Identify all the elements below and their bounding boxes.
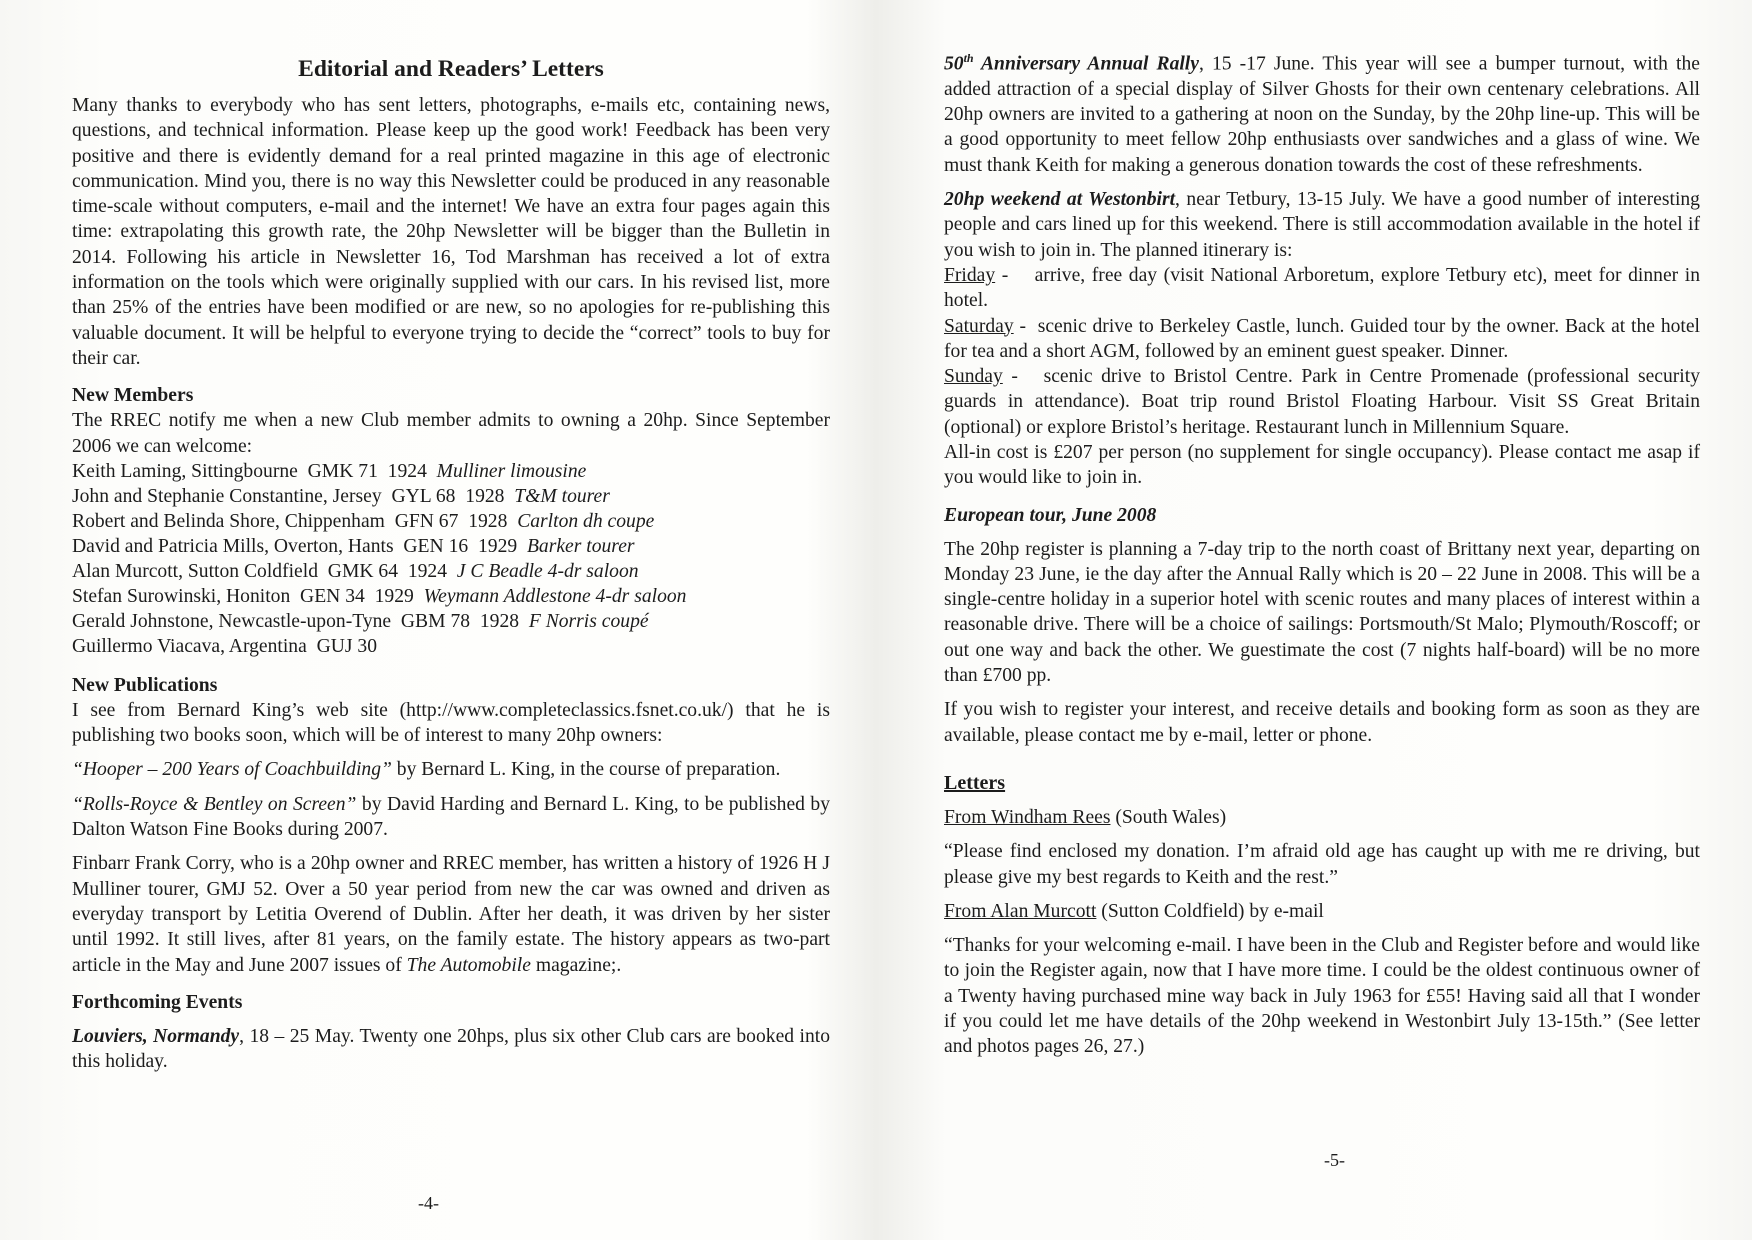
- list-item: Keith Laming, Sittingbourne GMK 71 1924 Mulliner limousine: [72, 460, 587, 482]
- itinerary: [944, 263, 1700, 440]
- list-item: David and Patricia Mills, Overton, Hants GEN 16 1929 Barker tourer: [72, 535, 635, 557]
- editorial-intro: Many thanks to everybody who has sent letters, photographs, e-mails etc, containing news, questions, and technical information. Please keep up the good work! Feedback has been very positive and there is evidently demand for a real printed magazine in this age of electronic communication. Mind you, there is no way this Newsletter could be produced in any reasonable time-scale without computers, e-mail and the internet! We have an extra four pages again this time: extrapolating this growth rate, the 20hp Newsletter will be bigger than the Bulletin in 2014. Following his article in Newsletter 16, Tod Marshman has received a lot of extra information on the tools which were originally supplied with our cars. In his revised list, more than 25% of the entries have been modified or are new, so no apologies for re-publishing this valuable document. It will be helpful to everyone trying to decide the “correct” tools to buy for their car.: [72, 95, 830, 369]
- publication-1: “Hooper – 200 Years of Coachbuilding” by Bernard L. King, in the course of preparation.: [72, 759, 781, 781]
- letters-heading: Letters: [944, 771, 1006, 794]
- new-members-intro: The RREC notify me when a new Club member admits to owning a 20hp. Since September 2006 we can welcome:: [72, 410, 830, 457]
- european-tour-heading: European tour, June 2008: [944, 504, 1157, 526]
- members-list: [72, 459, 830, 659]
- letter-2-text: “Thanks for your welcoming e-mail. I have been in the Club and Register before and would like to join the Register again, now that I have more time. I could be the oldest continuous owner of a Twenty having purchased mine way back in July 1963 for £55! Having said all that I wonder if you could let me have details of the 20hp weekend in Westonbirt July 13-15th.” (See letter and photos pages 26, 27.): [944, 935, 1700, 1058]
- letter-1-text: “Please find enclosed my donation. I’m afraid old age has caught up with me re driving, but please give my best regards to Keith and the rest.”: [944, 841, 1700, 888]
- list-item: Alan Murcott, Sutton Coldfield GMK 64 1924 J C Beadle 4-dr saloon: [72, 560, 639, 582]
- list-item: Guillermo Viacava, Argentina GUJ 30: [72, 635, 378, 657]
- louviers-event: Louviers, Normandy, 18 – 25 May. Twenty one 20hps, plus six other Club cars are booked into this holiday.: [72, 1025, 830, 1073]
- letter-2-from: From Alan Murcott (Sutton Coldfield) by e-mail: [944, 900, 1324, 922]
- right-page: [876, 0, 1752, 1240]
- annual-rally: 50th Anniversary Annual Rally, 15 -17 June. This year will see a bumper turnout, with the added attraction of a special display of Silver Ghosts for their own centenary celebrations. All 20hp owners are invited to a gathering at noon on the Sunday, by the 20hp line-up. This will be a good opportunity to meet fellow 20hp enthusiasts over sandwiches and a glass of wine. We must thank Keith for making a generous donation towards the cost of these refreshments.: [944, 51, 1700, 176]
- new-publications-intro: I see from Bernard King’s web site (http://www.completeclassics.fsnet.co.uk/) that he is publishing two books soon, which will be of interest to many 20hp owners:: [72, 699, 830, 747]
- page-number-right: -5-: [1324, 1150, 1345, 1170]
- page-number-left: -4-: [418, 1193, 439, 1213]
- itinerary-saturday: Saturday - scenic drive to Berkeley Castle, lunch. Guided tour by the owner. Back at the hotel for tea and a short AGM, followed by an eminent guest speaker. Dinner.: [944, 315, 1700, 362]
- european-tour-text: The 20hp register is planning a 7-day trip to the north coast of Brittany next year, departing on Monday 23 June, ie the day after the Annual Rally which is 20 – 22 June in 2008. This will be a single-centre holiday in a superior hotel with scenic routes and many places of interest within a reasonable drive. There will be a choice of sailings: Portsmouth/St Malo; Plymouth/Roscoff; or out one way and back the other. We guestimate the cost (7 nights half-board) will be no more than £700 pp.: [944, 538, 1700, 687]
- list-item: John and Stephanie Constantine, Jersey GYL 68 1928 T&M tourer: [72, 485, 610, 507]
- itinerary-sunday: Sunday - scenic drive to Bristol Centre. Park in Centre Promenade (professional security guards in attendance). Boat trip round Bristol Floating Harbour. Visit SS Great Britain (optional) or explore Bristol’s heritage. Restaurant lunch in Millennium Square.: [944, 366, 1700, 438]
- list-item: Gerald Johnstone, Newcastle-upon-Tyne GBM 78 1928 F Norris coupé: [72, 610, 649, 632]
- publication-2: “Rolls-Royce & Bentley on Screen” by David Harding and Bernard L. King, to be published by Dalton Watson Fine Books during 2007.: [72, 793, 830, 841]
- weekend-cost: All-in cost is £207 per person (no supplement for single occupancy). Please contact me asap if you would like to join in.: [944, 441, 1700, 489]
- corry-history: Finbarr Frank Corry, who is a 20hp owner and RREC member, has written a history of 1926 H J Mulliner tourer, GMJ 52. Over a 50 year period from new the car was owned and driven as everyday transport by Letitia Overend of Dublin. After her death, it was driven by her sister until 1992. It still lives, after 81 years, on the family estate. The history appears as two-part article in the May and June 2007 issues of The Automobile magazine;.: [72, 853, 830, 976]
- itinerary-friday: Friday - arrive, free day (visit National Arboretum, explore Tetbury etc), meet for dinner in hotel.: [944, 264, 1700, 312]
- westonbirt-weekend: 20hp weekend at Westonbirt, near Tetbury, 13-15 July. We have a good number of interesting people and cars lined up for this weekend. There is still accommodation available in the hotel if you wish to join in. The planned itinerary is:: [944, 189, 1700, 261]
- list-item: Robert and Belinda Shore, Chippenham GFN 67 1928 Carlton dh coupe: [72, 510, 655, 532]
- letter-1-from: From Windham Rees (South Wales): [944, 806, 1227, 828]
- forthcoming-events-heading: Forthcoming Events: [72, 991, 243, 1013]
- new-publications-heading: New Publications: [72, 674, 218, 696]
- register-interest: If you wish to register your interest, and receive details and booking form as soon as they are available, please contact me by e-mail, letter or phone.: [944, 699, 1700, 746]
- page-title: Editorial and Readers’ Letters: [298, 56, 604, 82]
- list-item: Stefan Surowinski, Honiton GEN 34 1929 Weymann Addlestone 4-dr saloon: [72, 585, 687, 607]
- new-members-heading: New Members: [72, 385, 194, 407]
